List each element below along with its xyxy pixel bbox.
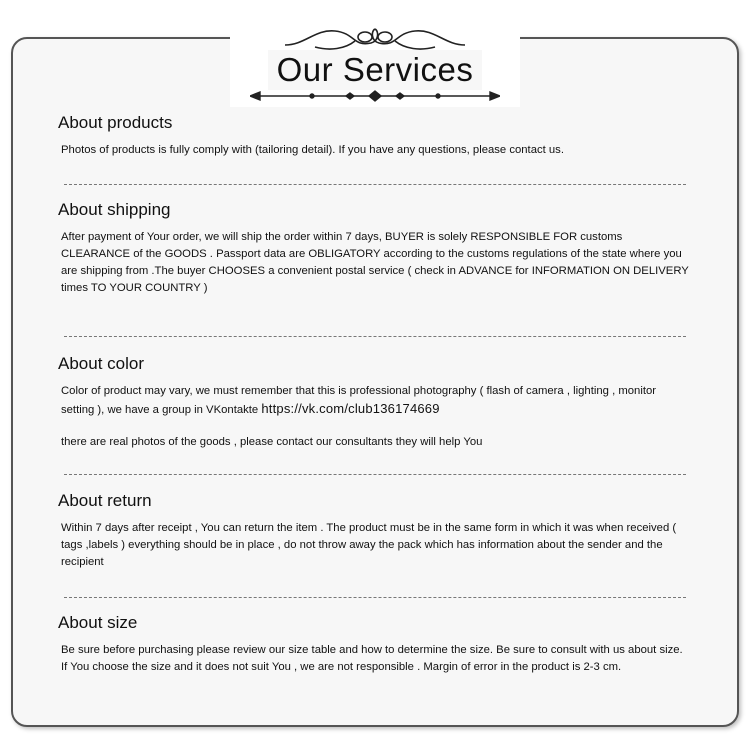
section-divider: [64, 336, 686, 337]
section-heading-color: About color: [58, 354, 144, 373]
section-divider: [64, 184, 686, 185]
section-text-return: Within 7 days after receipt , You can return the item . The product must be in the same form in which it was when received ( tags ,labels ) everything should be in place , do not throw away the pack which has information about the sender and the recipient: [61, 522, 677, 568]
section-heading-shipping: About shipping: [58, 200, 171, 219]
section-divider: [64, 474, 686, 475]
page-title: Our Services: [276, 51, 474, 88]
flourish-ornament-top: [275, 23, 475, 53]
section-text-color: [61, 383, 691, 419]
section-heading-size: About size: [58, 613, 138, 632]
section-text-color-2: there are real photos of the goods , please contact our consultants they will help You: [61, 436, 483, 448]
section-text-products: Photos of products is fully comply with (tailoring detail). If you have any questions, please contact us.: [61, 144, 564, 156]
flourish-ornament-bottom: [250, 88, 500, 104]
section-text-size: Be sure before purchasing please review our size table and how to determine the size. Be sure to consult with us about size. If You choose the size and it does not suit You , we are not responsible . Margin of error in the product is 2-3 cm.: [61, 644, 683, 673]
section-text-shipping: After payment of Your order, we will ship the order within 7 days, BUYER is solely RESPONSIBLE FOR customs CLEARANCE of the GOODS . Passport data are OBLIGATORY according to the customs regulations of the state where you are shipping from .The buyer CHOOSES a convenient postal service ( check in ADVANCE for INFORMATION ON DELIVERY times TO YOUR COUNTRY ): [61, 231, 689, 294]
section-heading-return: About return: [58, 491, 152, 510]
section-heading-products: About products: [58, 113, 173, 132]
vk-group-link[interactable]: https://vk.com/club136174669: [261, 401, 440, 416]
section-divider: [64, 597, 686, 598]
color-text: Color of product may vary, we must remember that this is professional photography ( flash of camera , lighting , monitor setting ), we have a group in VKontakte: [61, 385, 657, 416]
